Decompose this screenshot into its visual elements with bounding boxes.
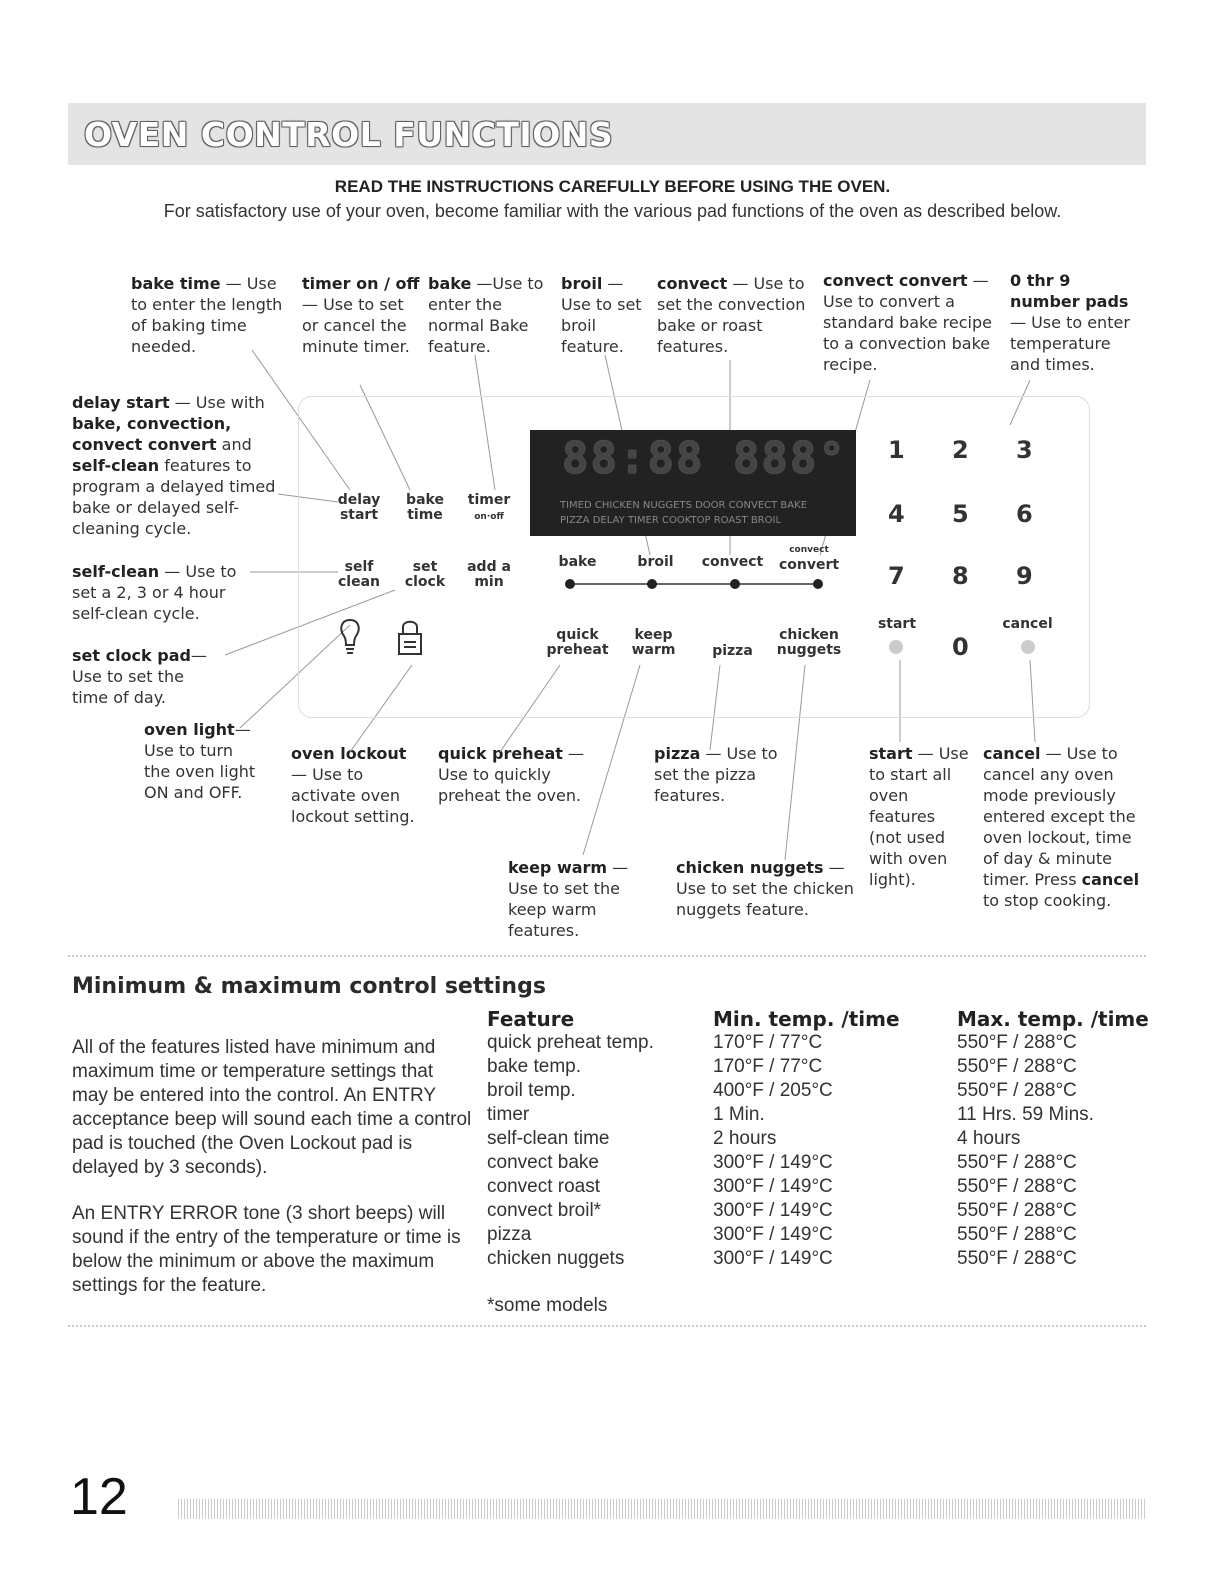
table-cell: pizza bbox=[487, 1224, 532, 1245]
cancel-pad[interactable]: cancel bbox=[1002, 616, 1053, 632]
add-minute-pad[interactable]: add a min bbox=[467, 559, 511, 590]
min-column-header: Min. temp. /time bbox=[713, 1007, 900, 1031]
feature-column-header: Feature bbox=[487, 1007, 575, 1031]
footer-bar bbox=[178, 1499, 1146, 1519]
number-pad-5[interactable]: 5 bbox=[952, 500, 969, 528]
bake-time-pad[interactable]: bake time bbox=[406, 492, 444, 523]
convect-pad[interactable]: convect bbox=[701, 554, 764, 570]
table-cell: quick preheat temp. bbox=[487, 1032, 654, 1053]
feature-column bbox=[487, 1031, 654, 1271]
callout-oven-lockout: oven lockout — Use to activate oven lockout setting. bbox=[291, 744, 415, 826]
delay-start-pad[interactable]: delay start bbox=[337, 492, 381, 523]
max-column-header: Max. temp. /time bbox=[957, 1007, 1149, 1031]
bake-pad[interactable]: bake bbox=[558, 554, 597, 570]
bottom-divider bbox=[68, 1325, 1146, 1327]
display-digits: 88:88 888° bbox=[562, 433, 847, 484]
callout-timer: timer on / off — Use to set or cancel the minute timer. bbox=[302, 274, 420, 356]
callout-oven-light: oven light—Use to turn the oven light ON and OFF. bbox=[144, 720, 256, 802]
oven-light-icon[interactable] bbox=[337, 617, 363, 657]
oven-lockout-icon[interactable] bbox=[396, 616, 424, 658]
table-cell: 2 hours bbox=[713, 1128, 777, 1149]
keep-warm-pad[interactable]: keep warm bbox=[631, 627, 676, 658]
table-cell: timer bbox=[487, 1104, 530, 1125]
table-cell: 300°F / 149°C bbox=[713, 1200, 833, 1221]
start-pad[interactable]: start bbox=[877, 616, 917, 632]
table-cell: 4 hours bbox=[957, 1128, 1021, 1149]
callout-chicken-nuggets: chicken nuggets — Use to set the chicken nuggets feature. bbox=[676, 858, 854, 919]
table-cell: 170°F / 77°C bbox=[713, 1056, 823, 1077]
number-pad-3[interactable]: 3 bbox=[1016, 436, 1033, 464]
settings-paragraph-1: All of the features listed have minimum and maximum time or temperature settings that may be entered into the control. An ENTRY acceptance beep will sound each time a control pad is touched (the Oven Lockout pad is delayed by 3 seconds). bbox=[72, 1037, 472, 1178]
convect-convert-pad[interactable]: convect convert bbox=[778, 545, 840, 573]
table-cell: 550°F / 288°C bbox=[957, 1176, 1077, 1197]
callout-keep-warm: keep warm — Use to set the keep warm features. bbox=[508, 858, 629, 940]
callout-start: start — Use to start all oven features (not used with oven light). bbox=[869, 744, 969, 889]
start-indicator-light bbox=[889, 640, 903, 654]
callout-convect-convert: convect convert — Use to convert a standard bake recipe to a convection bake recipe. bbox=[823, 271, 992, 374]
callout-number-pads: 0 thr 9 number pads — Use to enter temperature and times. bbox=[1010, 271, 1130, 374]
number-pad-8[interactable]: 8 bbox=[952, 562, 969, 590]
table-cell: 550°F / 288°C bbox=[957, 1080, 1077, 1101]
intro-warning: READ THE INSTRUCTIONS CAREFULLY BEFORE USING THE OVEN. bbox=[334, 177, 891, 196]
callout-delay-start: delay start — Use with bake, convection, convect convert and self-clean features to program a delayed timed bake or delayed self-cleaning cycle. bbox=[72, 393, 276, 538]
section-divider bbox=[68, 955, 1146, 957]
intro-text: For satisfactory use of your oven, become familiar with the various pad functions of the oven as described below. bbox=[163, 201, 1062, 221]
table-cell: self-clean time bbox=[487, 1128, 610, 1149]
callout-self-clean: self-clean — Use to set a 2, 3 or 4 hour self-clean cycle. bbox=[72, 562, 237, 623]
number-pad-9[interactable]: 9 bbox=[1016, 562, 1033, 590]
callout-convect: convect — Use to set the convection bake or roast features. bbox=[657, 274, 806, 356]
table-cell: 1 Min. bbox=[713, 1104, 765, 1125]
table-cell: 300°F / 149°C bbox=[713, 1224, 833, 1245]
callout-cancel: cancel — Use to cancel any oven mode previously entered except the oven lockout, time of day & minute timer. Press cancel to stop cooking. bbox=[983, 744, 1140, 910]
callout-bake-time: bake time — Use to enter the length of baking time needed. bbox=[131, 274, 283, 356]
table-cell: bake temp. bbox=[487, 1056, 581, 1077]
table-cell: convect roast bbox=[487, 1176, 600, 1197]
footnote: *some models bbox=[487, 1295, 608, 1316]
settings-paragraph-2: An ENTRY ERROR tone (3 short beeps) will sound if the entry of the temperature or time is below the minimum or above the maximum settings for the feature. bbox=[72, 1203, 461, 1296]
table-cell: chicken nuggets bbox=[487, 1248, 625, 1269]
number-pad-1[interactable]: 1 bbox=[888, 436, 905, 464]
cancel-indicator-light bbox=[1021, 640, 1035, 654]
chicken-nuggets-pad[interactable]: chicken nuggets bbox=[776, 627, 842, 658]
mode-indicator-lights bbox=[560, 576, 830, 592]
callout-set-clock: set clock pad— Use to set the time of day. bbox=[72, 646, 207, 707]
table-cell: 400°F / 205°C bbox=[713, 1080, 833, 1101]
page-title: OVEN CONTROL FUNCTIONS bbox=[84, 115, 614, 154]
number-pad-6[interactable]: 6 bbox=[1016, 500, 1033, 528]
settings-title: Minimum & maximum control settings bbox=[72, 974, 546, 999]
table-cell: 300°F / 149°C bbox=[713, 1152, 833, 1173]
pizza-pad[interactable]: pizza bbox=[712, 643, 753, 659]
table-cell: 550°F / 288°C bbox=[957, 1248, 1077, 1269]
callout-broil: broil — Use to set broil feature. bbox=[561, 274, 642, 356]
table-cell: 550°F / 288°C bbox=[957, 1200, 1077, 1221]
number-pad-4[interactable]: 4 bbox=[888, 500, 905, 528]
callout-pizza: pizza — Use to set the pizza features. bbox=[654, 744, 778, 805]
callout-bake: bake —Use to enter the normal Bake feature. bbox=[428, 274, 544, 356]
table-cell: 300°F / 149°C bbox=[713, 1176, 833, 1197]
table-cell: convect broil* bbox=[487, 1200, 602, 1221]
broil-pad[interactable]: broil bbox=[637, 554, 674, 570]
table-cell: 300°F / 149°C bbox=[713, 1248, 833, 1269]
number-pad-7[interactable]: 7 bbox=[888, 562, 905, 590]
display-indicators-row2: PIZZA DELAY TIMER COOKTOP ROAST BROIL bbox=[560, 515, 782, 526]
table-cell: 11 Hrs. 59 Mins. bbox=[957, 1104, 1094, 1125]
set-clock-pad[interactable]: set clock bbox=[404, 559, 446, 590]
table-cell: 550°F / 288°C bbox=[957, 1056, 1077, 1077]
table-cell: broil temp. bbox=[487, 1080, 576, 1101]
number-pad-2[interactable]: 2 bbox=[952, 436, 969, 464]
table-cell: 550°F / 288°C bbox=[957, 1032, 1077, 1053]
table-cell: 170°F / 77°C bbox=[713, 1032, 823, 1053]
min-column bbox=[713, 1031, 833, 1271]
self-clean-pad[interactable]: self clean bbox=[337, 559, 380, 590]
table-cell: 550°F / 288°C bbox=[957, 1224, 1077, 1245]
page-number: 12 bbox=[70, 1468, 128, 1526]
timer-pad[interactable]: timer on·off bbox=[467, 492, 511, 522]
table-cell: 550°F / 288°C bbox=[957, 1152, 1077, 1173]
display-indicators-row1: TIMED CHICKEN NUGGETS DOOR CONVECT BAKE bbox=[560, 500, 808, 511]
table-cell: convect bake bbox=[487, 1152, 599, 1173]
max-column bbox=[957, 1031, 1094, 1271]
quick-preheat-pad[interactable]: quick preheat bbox=[546, 627, 609, 658]
callout-quick-preheat: quick preheat — Use to quickly preheat the oven. bbox=[438, 744, 584, 805]
number-pad-0[interactable]: 0 bbox=[952, 633, 969, 661]
